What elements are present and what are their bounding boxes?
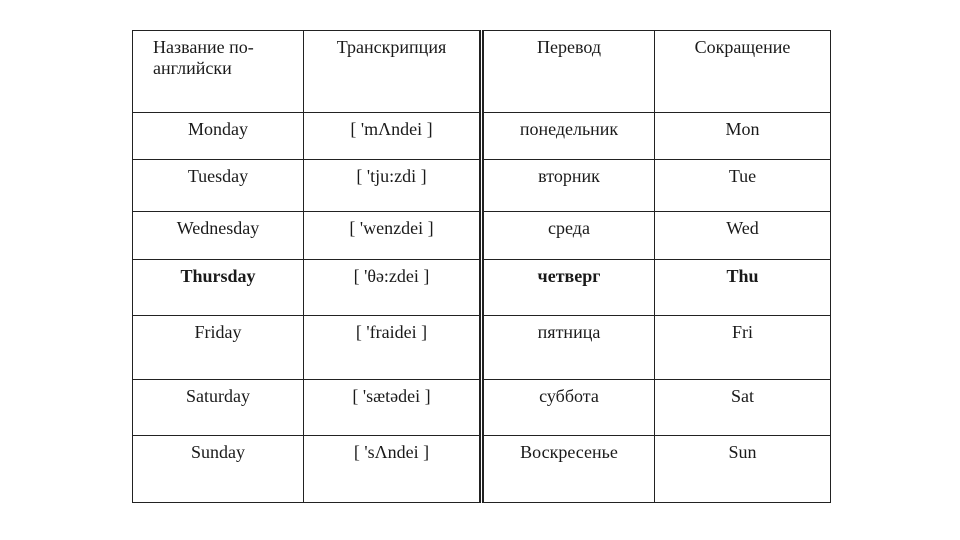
day-abbreviation: Fri xyxy=(655,316,831,380)
table-row xyxy=(133,212,831,260)
day-transcription: [ 'tju:zdi ] xyxy=(304,160,482,212)
table-row xyxy=(133,260,831,316)
day-name: Tuesday xyxy=(133,160,304,212)
header-transcription: Транскрипция xyxy=(304,31,482,113)
days-of-week-table xyxy=(132,30,831,503)
table-row xyxy=(133,160,831,212)
day-translation: четверг xyxy=(482,260,655,316)
day-translation: суббота xyxy=(482,380,655,436)
day-transcription: [ 'wenzdei ] xyxy=(304,212,482,260)
day-abbreviation: Wed xyxy=(655,212,831,260)
day-name: Thursday xyxy=(133,260,304,316)
header-name: Название по-английски xyxy=(133,31,304,113)
day-abbreviation: Mon xyxy=(655,113,831,160)
table-row xyxy=(133,380,831,436)
day-abbreviation: Thu xyxy=(655,260,831,316)
day-name: Wednesday xyxy=(133,212,304,260)
day-translation: пятница xyxy=(482,316,655,380)
table-row xyxy=(133,316,831,380)
day-abbreviation: Sun xyxy=(655,436,831,503)
day-transcription: [ 'fraidei ] xyxy=(304,316,482,380)
day-translation: среда xyxy=(482,212,655,260)
table-header-row xyxy=(133,31,831,113)
day-translation: понедельник xyxy=(482,113,655,160)
day-name: Friday xyxy=(133,316,304,380)
day-name: Monday xyxy=(133,113,304,160)
day-name: Saturday xyxy=(133,380,304,436)
day-transcription: [ 'mΛndei ] xyxy=(304,113,482,160)
day-abbreviation: Tue xyxy=(655,160,831,212)
day-transcription: [ 'sætədei ] xyxy=(304,380,482,436)
day-name: Sunday xyxy=(133,436,304,503)
table-row xyxy=(133,113,831,160)
header-abbreviation: Сокращение xyxy=(655,31,831,113)
day-translation: Воскресенье xyxy=(482,436,655,503)
day-transcription: [ 'θə:zdei ] xyxy=(304,260,482,316)
header-translation: Перевод xyxy=(482,31,655,113)
day-transcription: [ 'sΛndei ] xyxy=(304,436,482,503)
table-row xyxy=(133,436,831,503)
day-translation: вторник xyxy=(482,160,655,212)
day-abbreviation: Sat xyxy=(655,380,831,436)
